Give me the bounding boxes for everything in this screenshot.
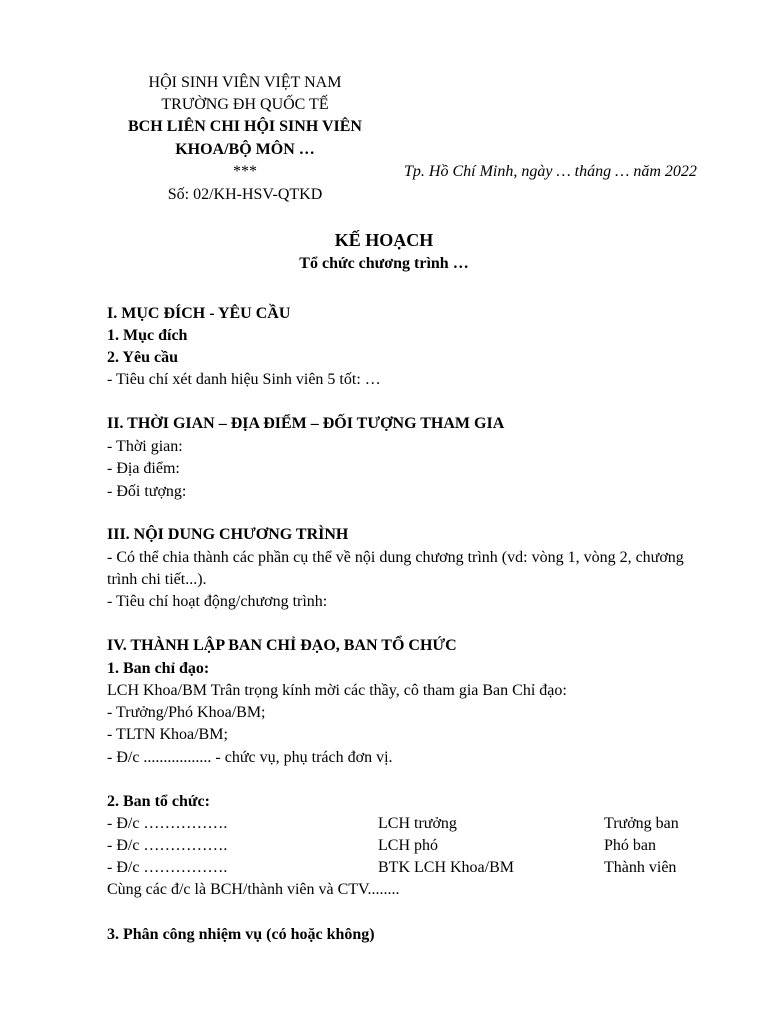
committee-row-1-name: - Đ/c ……………. bbox=[107, 815, 228, 832]
section-4-sub-2: 2. Ban tổ chức: bbox=[107, 793, 210, 810]
committee-row-2-position: LCH phó bbox=[378, 837, 438, 854]
section-4-heading: IV. THÀNH LẬP BAN CHỈ ĐẠO, BAN TỔ CHỨC bbox=[107, 637, 457, 654]
org-line-4: KHOA/BỘ MÔN … bbox=[175, 141, 315, 158]
committee-row-3-name: - Đ/c ……………. bbox=[107, 859, 228, 876]
section-2-item-3: - Đối tượng: bbox=[107, 483, 187, 500]
section-3-item-1-line-2: trình chi tiết...). bbox=[107, 571, 207, 588]
section-1-sub-2: 2. Yêu cầu bbox=[107, 349, 178, 366]
committee-row-1-role: Trưởng ban bbox=[604, 815, 679, 832]
committee-row-3-role: Thành viên bbox=[604, 859, 677, 876]
section-4-sub-1-item-2: - TLTN Khoa/BM; bbox=[107, 726, 228, 743]
section-1-sub-1: 1. Mục đích bbox=[107, 327, 188, 344]
section-3-item-1-line-1: - Có thể chia thành các phần cụ thể về nội dung chương trình (vd: vòng 1, vòng 2, chương bbox=[107, 549, 684, 566]
section-4-sub-2-closing: Cùng các đ/c là BCH/thành viên và CTV........ bbox=[107, 881, 400, 898]
committee-row-1-position: LCH trưởng bbox=[378, 815, 457, 832]
committee-row-2-role: Phó ban bbox=[604, 837, 656, 854]
section-1-heading: I. MỤC ĐÍCH - YÊU CẦU bbox=[107, 305, 291, 322]
document-number: Số: 02/KH-HSV-QTKD bbox=[167, 186, 323, 203]
date-place: Tp. Hồ Chí Minh, ngày … tháng … năm 2022 bbox=[404, 163, 697, 180]
section-2-item-1: - Thời gian: bbox=[107, 438, 183, 455]
org-line-1: HỘI SINH VIÊN VIỆT NAM bbox=[148, 74, 342, 91]
committee-row-3-position: BTK LCH Khoa/BM bbox=[378, 859, 514, 876]
section-3-item-2: - Tiêu chí hoạt động/chương trình: bbox=[107, 593, 328, 610]
committee-row-2-name: - Đ/c ……………. bbox=[107, 837, 228, 854]
section-4-sub-1: 1. Ban chỉ đạo: bbox=[107, 660, 210, 677]
section-1-item-1: - Tiêu chí xét danh hiệu Sinh viên 5 tốt: … bbox=[107, 371, 381, 388]
document-subtitle: Tổ chức chương trình … bbox=[299, 255, 469, 272]
section-4-sub-1-intro: LCH Khoa/BM Trân trọng kính mời các thầy, cô tham gia Ban Chỉ đạo: bbox=[107, 682, 567, 699]
document-title: KẾ HOẠCH bbox=[334, 230, 434, 250]
section-4-sub-3: 3. Phân công nhiệm vụ (có hoặc không) bbox=[107, 926, 375, 943]
header-stars: *** bbox=[233, 163, 257, 180]
section-4-sub-1-item-1: - Trưởng/Phó Khoa/BM; bbox=[107, 704, 266, 721]
org-line-3: BCH LIÊN CHI HỘI SINH VIÊN bbox=[128, 118, 362, 135]
org-line-2: TRƯỜNG ĐH QUỐC TẾ bbox=[161, 96, 329, 113]
section-4-sub-1-item-3: - Đ/c ................. - chức vụ, phụ trách đơn vị. bbox=[107, 749, 393, 766]
section-2-heading: II. THỜI GIAN – ĐỊA ĐIỂM – ĐỐI TƯỢNG THAM GIA bbox=[107, 415, 505, 432]
section-2-item-2: - Địa điểm: bbox=[107, 460, 180, 477]
section-3-heading: III. NỘI DUNG CHƯƠNG TRÌNH bbox=[107, 526, 349, 543]
